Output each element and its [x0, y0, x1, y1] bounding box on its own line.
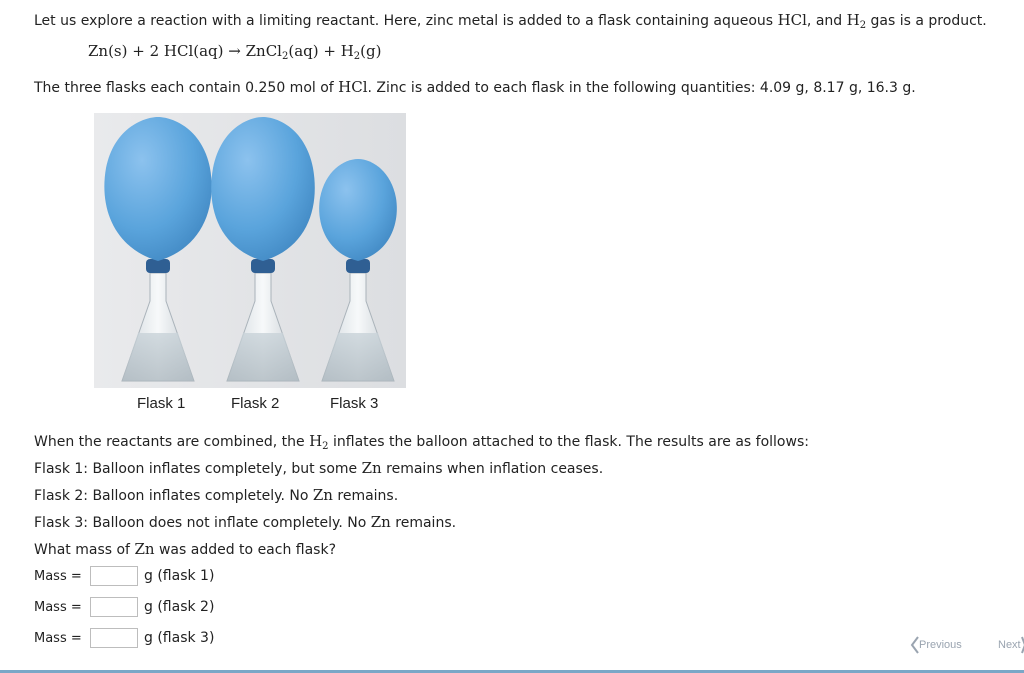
- mass-label: Mass =: [34, 568, 82, 584]
- flask-2-result: Flask 2: Balloon inflates completely. No Zn remains.: [34, 486, 399, 504]
- h2-formula: $H_2$: [309, 432, 329, 452]
- flask-1-label: Flask 1: [137, 395, 186, 412]
- mass-row-flask-3: [34, 626, 214, 650]
- intro-text: Let us explore a reaction with a limiting reactant. Here, zinc metal is added to a flask containing aqueous HCl, and $H_2$ gas is a product.: [34, 11, 987, 31]
- mass-input-flask-1[interactable]: [90, 566, 138, 586]
- hcl-formula: HCl: [338, 78, 368, 96]
- previous-button[interactable]: Previous: [910, 636, 962, 654]
- flask-3-result: Flask 3: Balloon does not inflate completely. No Zn remains.: [34, 513, 457, 531]
- mass-row-flask-1: [34, 564, 214, 588]
- mass-label: Mass =: [34, 599, 82, 615]
- mass-unit: g (flask 3): [144, 630, 215, 646]
- flask-1-result: Flask 1: Balloon inflates completely, but some Zn remains when inflation ceases.: [34, 459, 604, 477]
- mass-unit: g (flask 1): [144, 568, 215, 584]
- reaction-equation: Zn(s) + 2 HCl(aq) → ZnCl$_2$(aq) + $H_2(g)$: [88, 42, 382, 62]
- hcl-formula: HCl: [777, 11, 807, 29]
- flask-2-label: Flask 2: [231, 395, 280, 412]
- flasks-photo-svg: [94, 113, 406, 388]
- mass-row-flask-2: [34, 595, 214, 619]
- chevron-left-icon: [910, 636, 919, 654]
- mass-unit: g (flask 2): [144, 599, 215, 615]
- h2-formula: $H_2$: [846, 11, 867, 31]
- next-button[interactable]: Next: [998, 636, 1024, 654]
- mass-input-flask-3[interactable]: [90, 628, 138, 648]
- chevron-right-icon: [1021, 636, 1024, 654]
- flask-3-label: Flask 3: [330, 395, 379, 412]
- flasks-balloons-image: [94, 113, 406, 388]
- flasks-info-text: The three flasks each contain 0.250 mol of HCl. Zinc is added to each flask in the following quantities: 4.09 g, 8.17 g, 16.3 g.: [34, 78, 916, 96]
- results-intro: When the reactants are combined, the $H_2$ inflates the balloon attached to the flask. The results are as follows:: [34, 432, 809, 452]
- question-text: What mass of Zn was added to each flask?: [34, 540, 337, 558]
- mass-input-flask-2[interactable]: [90, 597, 138, 617]
- mass-label: Mass =: [34, 630, 82, 646]
